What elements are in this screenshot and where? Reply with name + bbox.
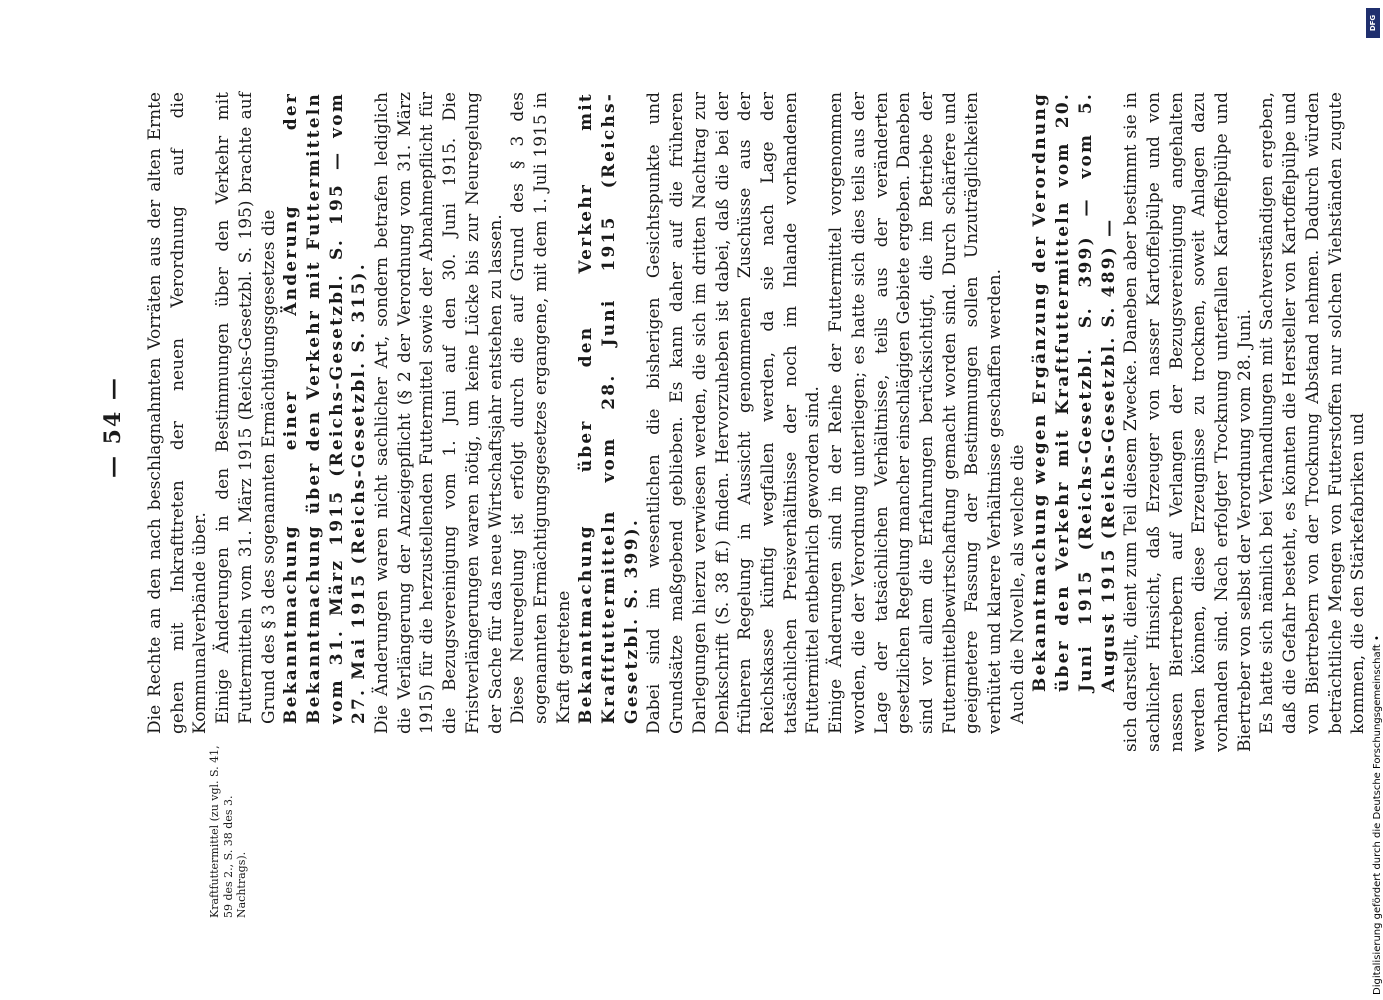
digitization-credit: Digitalisierung gefördert durch die Deutsche Forschungsgemeinschaft • [1372, 635, 1383, 995]
dfg-logo: DFG [1366, 8, 1380, 38]
paragraph: Es hatte sich nämlich bei Verhandlungen mit Sachverständigen ergeben, daß die Gefahr besteht, es könnten die Hersteller von Kartoffelpülpe und von Biertrebern von der Trocknung Abstand nehmen. Dadurch würden beträchtliche Mengen von Futterstoffen nur solchen Viehständen zugute kommen, die den Stärkefabriken und [1257, 92, 1369, 734]
paragraph: Diese Neuregelung ist erfolgt durch die auf Grund des § 3 des sogenannten Ermächtigungsgesetzes ergangene, mit dem 1. Juli 1915 in Kraft getretene [508, 92, 574, 724]
paragraph: Einige Änderungen sind in der Reihe der Futtermittel vorgenommen worden, die der Verordnung unterliegen; es hatte sich dies teils aus der Lage der tatsächlichen Verhältnisse, teils aus der veränderten gesetzlichen Regelung mancher einschlägigen Gebiete ergeben. Daneben sind vor allem die Erfahrungen berücksichtigt, die im Betriebe der Futtermittelbewirtschaftung gemacht worden sind. Durch schärfere und geeignetere Fassung der Bestimmungen sollen Unzuträglichkeiten verhütet und klarere Verhältnisse geschaffen werden. [826, 92, 1006, 734]
paragraph: Einige Änderungen in den Bestimmungen über den Verkehr mit Futtermitteln vom 31. März 1915 (Reichs-Gesetzbl. S. 195) brachte auf Grund des § 3 des sogenannten Ermächtigungsgesetzes die [213, 92, 279, 724]
paragraph: Die Änderungen waren nicht sachlicher Art, sondern betrafen lediglich die Verlängerung der Anzeigepflicht (§ 2 der Verordnung vom 31. März 1915) für die herzustellenden Futtermittel sowie der Abnahmepflicht für die Bezugsvereinigung vom 1. Juni auf den 30. Juni 1915. Die Fristverlängerungen waren nötig, um keine Lücke bis zur Neuregelung der Sache für das neue Wirtschaftsjahr entstehen zu lassen. [372, 92, 506, 734]
main-text-column [144, 92, 1370, 752]
paragraph: Bekanntmachung wegen Ergänzung der Verordnung über den Verkehr mit Kraftfuttermitteln vom 20. Juni 1915 (Reichs-Gesetzbl. S. 399) — vom 5. August 1915 (Reichs-Gesetzbl. S. 489) — [1030, 92, 1119, 692]
page-number: — 54 — [100, 376, 126, 478]
paragraph: Dabei sind im wesentlichen die bisherigen Gesichtspunkte und Grundsätze maßgebend geblieben. Es kann daher auf die früheren Darlegungen hierzu verwiesen werden, die sich im dritten Nachtrag zur Denkschrift (S. 38 ff.) finden. Hervorzuheben ist dabei, daß die bei der früheren Regelung in Aussicht genommenen Zuschüsse aus der Reichskasse künftig wegfallen werden, da sie nach Lage der tatsächlichen Preisverhältnisse der noch im Inlande vorhandenen Futtermittel entbehrlich geworden sind. [644, 92, 824, 734]
margin-note: Kraftfuttermittel (zu vgl. S. 41, 59 des 2., S. 38 des 3. Nachtrags). [208, 745, 248, 918]
paragraph: Bekanntmachung einer Änderung der Bekanntmachung über den Verkehr mit Futtermitteln vom 31. März 1915 (Reichs-Gesetzbl. S. 195 — vom 27. Mai 1915 (Reichs-Gesetzbl. S. 315). [281, 92, 370, 724]
paragraph: Die Rechte an den nach beschlagnahmten Vorräten aus der alten Ernte gehen mit Inkrafttreten der neuen Verordnung auf die Kommunalverbände über. [145, 92, 211, 734]
paragraph: Auch die Novelle, als welche die [1007, 444, 1028, 724]
paragraph: sich darstellt, dient zum Teil diesem Zwecke. Daneben aber bestimmt sie in sachlicher Hinsicht, daß Erzeuger von nasser Kartoffelpülpe und von nassen Biertrebern auf Verlangen der Bezugsvereinigung angehalten werden können, diese Erzeugnisse zu trocknen, soweit Anlagen dazu vorhanden sind. Nach erfolgter Trocknung unterfallen Kartoffelpülpe und Biertreber von selbst der Verordnung vom 28. Juni. [1121, 92, 1255, 752]
paragraph: Bekanntmachung über den Verkehr mit Kraftfuttermitteln vom 28. Juni 1915 (Reichs-Gesetzbl. S. 399). [576, 92, 642, 724]
